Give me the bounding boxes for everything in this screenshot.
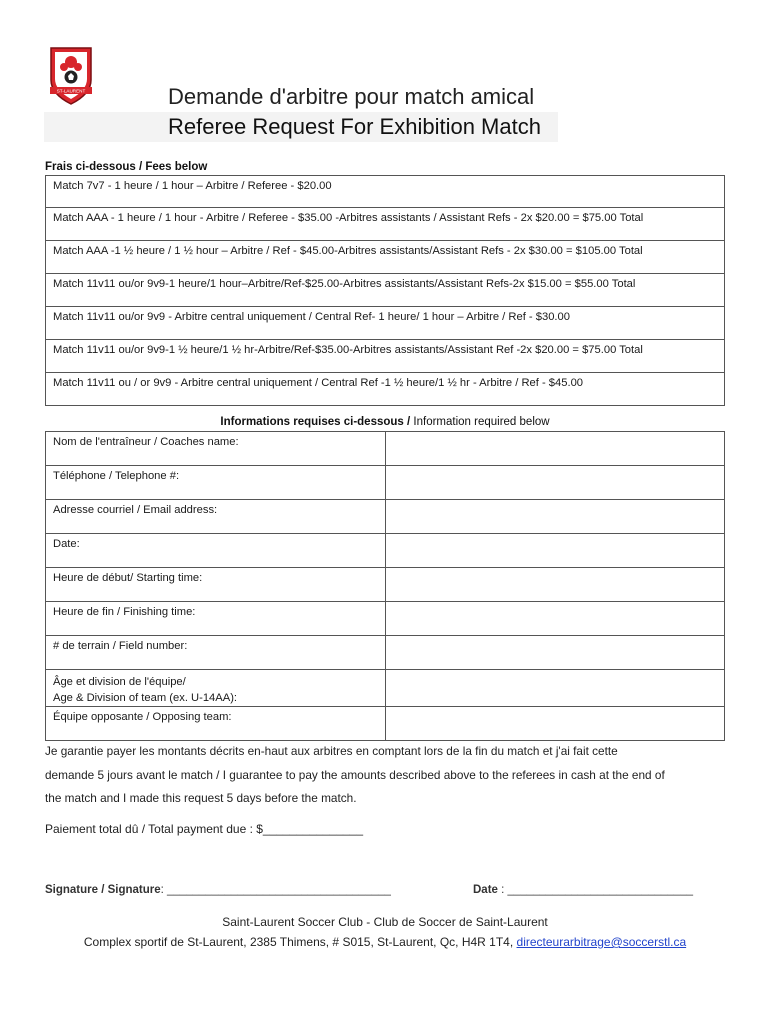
fee-text: Match 11v11 ou/or 9v9-1 heure/1 hour–Arbitre/Ref-$25.00-Arbitres assistants/Assistant Refs-2x $15.00 = $55.00 Total xyxy=(46,274,725,307)
fee-text: Match 11v11 ou / or 9v9 - Arbitre central uniquement / Central Ref -1 ½ heure/1 ½ hr - Arbitre / Ref - $45.00 xyxy=(46,373,725,406)
fee-text: Match AAA -1 ½ heure / 1 ½ hour – Arbitre / Ref - $45.00-Arbitres assistants/Assistant Refs - 2x $30.00 = $105.00 Total xyxy=(46,241,725,274)
guarantee-statement xyxy=(45,740,735,811)
field-number-field[interactable] xyxy=(386,636,725,670)
start-time-field[interactable] xyxy=(386,568,725,602)
age-division-label-en: Age & Division of team (ex. U-14AA): xyxy=(53,692,238,704)
total-payment-field[interactable]: Paiement total dû / Total payment due : $_______________ xyxy=(45,822,364,836)
email-label: Adresse courriel / Email address: xyxy=(46,500,386,534)
finish-time-label: Heure de fin / Finishing time: xyxy=(46,602,386,636)
fee-row xyxy=(46,307,725,340)
info-row xyxy=(46,636,725,670)
guarantee-line: the match and I made this request 5 days before the match. xyxy=(45,791,357,805)
info-label-rest: Information required below xyxy=(410,416,550,428)
signature-label: Signature / Signature xyxy=(45,884,161,896)
fee-row xyxy=(46,373,725,406)
fees-table xyxy=(45,175,725,406)
logo-text: ST-LAURENT xyxy=(56,88,86,94)
date-signature-line: : _____________________________ xyxy=(497,884,693,896)
finish-time-field[interactable] xyxy=(386,602,725,636)
start-time-label: Heure de début/ Starting time: xyxy=(46,568,386,602)
age-division-label-fr: Âge et division de l'équipe/ xyxy=(53,676,186,688)
age-division-field[interactable] xyxy=(386,670,725,707)
fee-row xyxy=(46,340,725,373)
signature-line: : ___________________________________ xyxy=(160,884,391,896)
email-field[interactable] xyxy=(386,500,725,534)
opposing-team-field[interactable] xyxy=(386,707,725,741)
footer-address-text: Complex sportif de St-Laurent, 2385 Thimens, # S015, St-Laurent, Qc, H4R 1T4, xyxy=(83,935,517,949)
date-label: Date: xyxy=(46,534,386,568)
fee-row xyxy=(46,176,725,208)
age-division-label xyxy=(46,670,386,707)
date-signature-field[interactable] xyxy=(473,884,693,896)
fee-text: Match 11v11 ou/or 9v9-1 ½ heure/1 ½ hr-Arbitre/Ref-$35.00-Arbitres assistants/Assistant Ref -2x $20.00 = $75.00 Total xyxy=(46,340,725,373)
coach-name-label: Nom de l'entraîneur / Coaches name: xyxy=(46,432,386,466)
field-number-label: # de terrain / Field number: xyxy=(46,636,386,670)
fee-text: Match 7v7 - 1 heure / 1 hour – Arbitre / Referee - $20.00 xyxy=(46,176,725,208)
info-row xyxy=(46,534,725,568)
fee-row xyxy=(46,208,725,241)
info-row xyxy=(46,602,725,636)
info-row xyxy=(46,670,725,707)
fee-row xyxy=(46,241,725,274)
title-english: Referee Request For Exhibition Match xyxy=(168,114,541,139)
info-row xyxy=(46,568,725,602)
opposing-team-label: Équipe opposante / Opposing team: xyxy=(46,707,386,741)
footer-club-name: Saint-Laurent Soccer Club - Club de Soccer de Saint-Laurent xyxy=(222,915,548,929)
info-row xyxy=(46,466,725,500)
fee-text: Match 11v11 ou/or 9v9 - Arbitre central uniquement / Central Ref- 1 heure/ 1 hour – Arbitre / Ref - $30.00 xyxy=(46,307,725,340)
info-row xyxy=(46,432,725,466)
signature-field[interactable] xyxy=(45,884,391,896)
fees-label: Frais ci-dessous / Fees below xyxy=(45,161,208,173)
club-logo xyxy=(46,44,96,106)
guarantee-line: Je garantie payer les montants décrits en-haut aux arbitres en comptant lors de la fin du match et j'ai fait cette xyxy=(45,744,618,758)
title-french: Demande d'arbitre pour match amical xyxy=(168,84,535,109)
date-signature-label: Date xyxy=(473,884,498,896)
guarantee-line: demande 5 jours avant le match / I guarantee to pay the amounts described above to the referees in cash at the end of xyxy=(45,767,665,782)
info-row xyxy=(46,707,725,741)
date-field[interactable] xyxy=(386,534,725,568)
fee-row xyxy=(46,274,725,307)
fee-text: Match AAA - 1 heure / 1 hour - Arbitre / Referee - $35.00 -Arbitres assistants / Assistant Refs - 2x $20.00 = $75.00 Total xyxy=(46,208,725,241)
footer-email-link[interactable]: directeurarbitrage@soccerstl.ca xyxy=(516,935,687,949)
club-crest-icon xyxy=(46,44,96,106)
title-block xyxy=(168,82,541,142)
footer-address xyxy=(0,935,770,949)
info-label xyxy=(45,416,725,428)
telephone-label: Téléphone / Telephone #: xyxy=(46,466,386,500)
coach-name-field[interactable] xyxy=(386,432,725,466)
telephone-field[interactable] xyxy=(386,466,725,500)
info-label-bold: Informations requises ci-dessous / xyxy=(220,416,411,428)
info-table xyxy=(45,431,725,741)
info-row xyxy=(46,500,725,534)
